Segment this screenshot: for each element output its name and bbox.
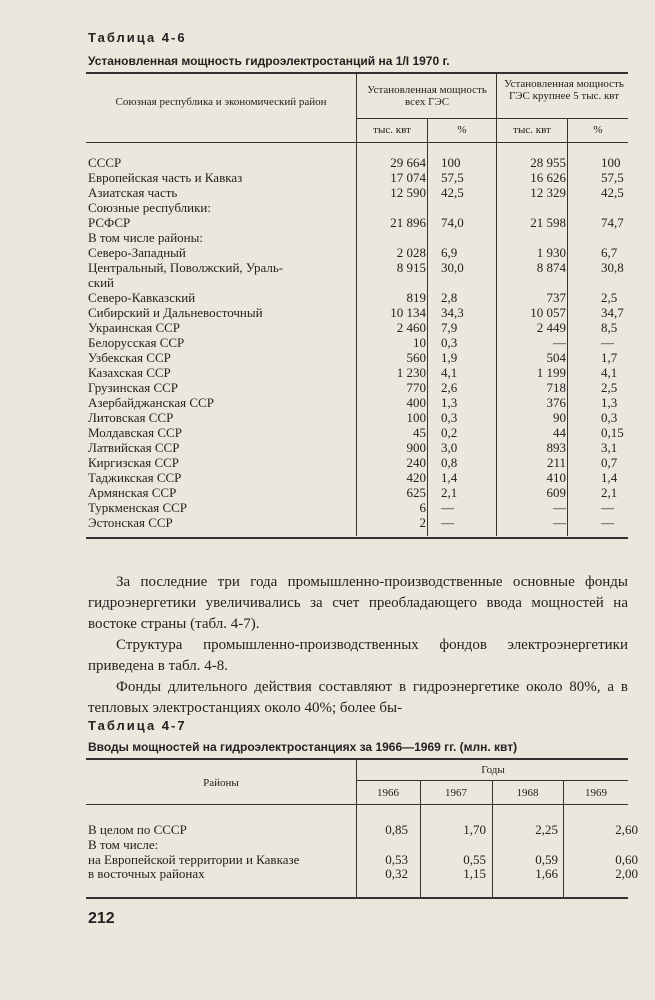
- paragraph: За последние три года промышленно-производственные основные фонды гидроэнергетики увеличивались за счет преобладающего ввода мощностей на востоке страны (табл. 4-7).: [88, 574, 628, 632]
- table2-bottom-rule: [86, 897, 628, 899]
- table-row: ский: [88, 275, 114, 290]
- body-text: [88, 572, 628, 719]
- table-row: В целом по СССР 0,85 1,70 2,25 2,60: [88, 822, 638, 837]
- table2-header-subrule: [356, 780, 628, 781]
- table1-header-subrule: [356, 118, 628, 119]
- table-row: В том числе районы:: [88, 230, 203, 245]
- table-row: на Европейской территории и Кавказе 0,53 0,55 0,59 0,60: [88, 852, 638, 867]
- table1-header-all-hps: Установленная мощность всех ГЭС: [367, 84, 487, 108]
- table-row: Украинская ССР 2 460 7,9 2 449 8,5: [88, 320, 618, 335]
- table1-header-unit: %: [593, 124, 603, 136]
- paragraph: Фонды длительного действия составляют в гидроэнергетике около 80%, а в тепловых электростанциях около 40%; более бы-: [88, 679, 628, 716]
- table-row: Киргизская ССР 240 0,8 211 0,7: [88, 455, 618, 470]
- table2-header-years: Годы: [481, 764, 505, 776]
- table-row: Таджикская ССР 420 1,4 410 1,4: [88, 470, 618, 485]
- table2-top-rule: [86, 758, 628, 760]
- table-row: Союзные республики:: [88, 200, 211, 215]
- table1-title: Установленная мощность гидроэлектростанций на 1/I 1970 г.: [88, 54, 450, 68]
- table2-title: Вводы мощностей на гидроэлектростанциях за 1966—1969 гг. (млн. квт): [88, 740, 518, 754]
- table-row: Европейская часть и Кавказ 17 074 57,5 16 626 57,5: [88, 170, 624, 185]
- table-row: Молдавская ССР 45 0,2 44 0,15: [88, 425, 624, 440]
- table-row: В том числе:: [88, 837, 159, 852]
- table-row: Центральный, Поволжский, Ураль- 8 915 30,0 8 874 30,8: [88, 260, 624, 275]
- table-row: Северо-Западный 2 028 6,9 1 930 6,7: [88, 245, 618, 260]
- table-row: Туркменская ССР 6 — — —: [88, 500, 614, 515]
- table-row: в восточных районах 0,32 1,15 1,66 2,00: [88, 866, 638, 881]
- table2-header-year: 1969: [585, 787, 607, 799]
- table-row: Казахская ССР 1 230 4,1 1 199 4,1: [88, 365, 618, 380]
- table1-bottom-rule: [86, 537, 628, 539]
- table2-header-year: 1966: [377, 787, 399, 799]
- table-row: РСФСР 21 896 74,0 21 598 74,7: [88, 215, 624, 230]
- table-row: Узбекская ССР 560 1,9 504 1,7: [88, 350, 618, 365]
- table2-caption: Таблица 4-7: [88, 718, 187, 733]
- table1-top-rule: [86, 72, 628, 74]
- table1-header-region: Союзная республика и экономический район: [115, 96, 327, 108]
- table1-header-unit: тыс. квт: [373, 124, 411, 136]
- table1-header-divider: [427, 118, 428, 142]
- table2-header-year: 1968: [516, 787, 539, 799]
- table-row: СССР 29 664 100 28 955 100: [88, 155, 621, 170]
- paragraph: Структура промышленно-производственных фондов электроэнергетики приведена в табл. 4-8.: [88, 637, 628, 674]
- table1-header-divider: [567, 118, 568, 142]
- table-row: Северо-Кавказский 819 2,8 737 2,5: [88, 290, 618, 305]
- table-row: Литовская ССР 100 0,3 90 0,3: [88, 410, 618, 425]
- table1-header-divider: [496, 74, 497, 142]
- table1-header-rule: [86, 142, 628, 143]
- table-row: Эстонская ССР 2 — — —: [88, 515, 614, 530]
- table-row: Латвийская ССР 900 3,0 893 3,1: [88, 440, 618, 455]
- table1-header-large-hps: Установленная мощность ГЭС крупнее 5 тыс. квт: [504, 78, 624, 102]
- table-row: Азербайджанская ССР 400 1,3 376 1,3: [88, 395, 618, 410]
- table1-header-unit: %: [457, 124, 467, 136]
- table2-header-regions: Районы: [203, 777, 239, 789]
- table-row: Армянская ССР 625 2,1 609 2,1: [88, 485, 618, 500]
- table1-header-unit: тыс. квт: [513, 124, 551, 136]
- table1-caption: Таблица 4-6: [88, 30, 187, 45]
- table-row: Грузинская ССР 770 2,6 718 2,5: [88, 380, 618, 395]
- table2-header-year: 1967: [445, 787, 467, 799]
- table-row: Белорусская ССР 10 0,3 — —: [88, 335, 614, 350]
- table2-header-rule: [86, 804, 628, 805]
- page-number: 212: [88, 910, 115, 927]
- table1-header-divider: [356, 74, 357, 142]
- table-row: Азиатская часть 12 590 42,5 12 329 42,5: [88, 185, 624, 200]
- table-row: Сибирский и Дальневосточный 10 134 34,3 10 057 34,7: [88, 305, 624, 320]
